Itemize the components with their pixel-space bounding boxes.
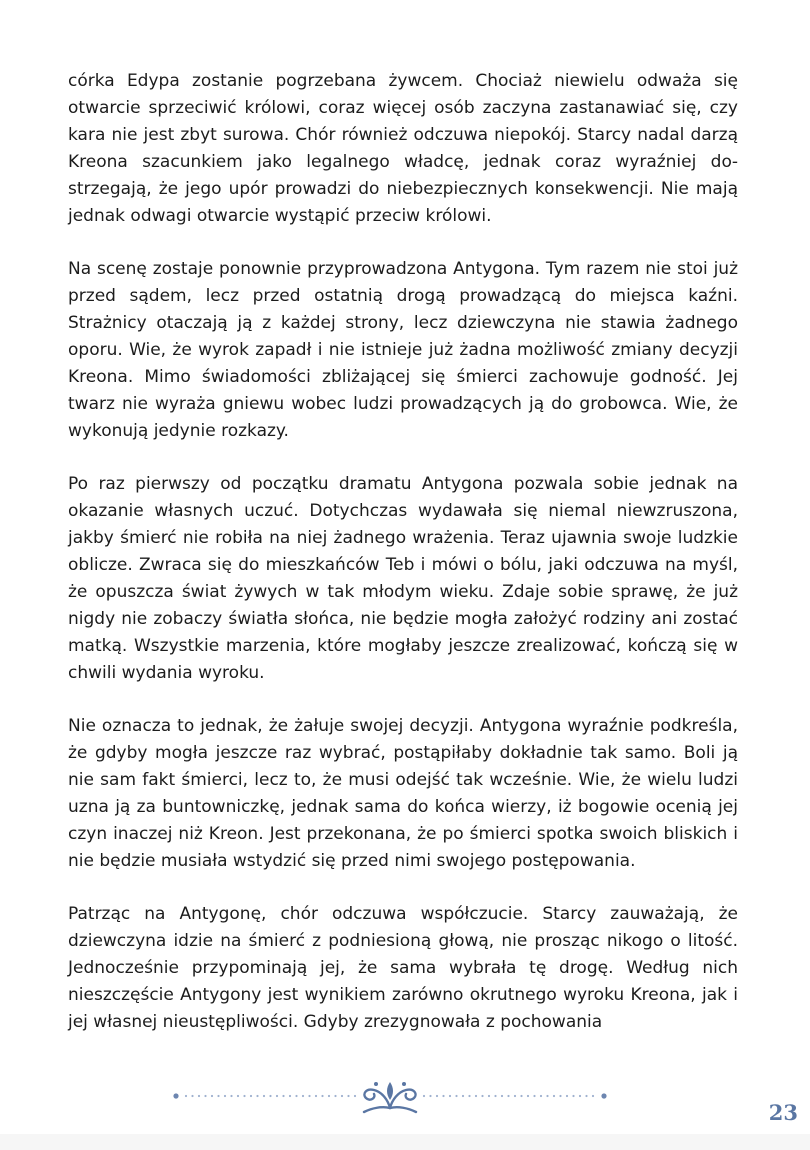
ornament-dot [354,1095,356,1097]
ornament-dot [269,1095,271,1097]
ornament-dot [263,1095,265,1097]
ornament-dot [488,1095,490,1097]
ornament-dot [468,1095,470,1097]
ornament-dot [237,1095,239,1097]
ornament-dot [592,1095,594,1097]
ornament-dot [315,1095,317,1097]
ornament-dot [507,1095,509,1097]
ornament-dot [328,1095,330,1097]
page-number: 23 [768,1100,798,1125]
ornament-dot [198,1095,200,1097]
ornament-dot [533,1095,535,1097]
ornament-dot [295,1095,297,1097]
ornament-dot [501,1095,503,1097]
ornament-dot [321,1095,323,1097]
ornament-dot [243,1095,245,1097]
ornament-dot [289,1095,291,1097]
ornament-dot [481,1095,483,1097]
ornament-dot [553,1095,555,1097]
ornament-dot [250,1095,252,1097]
ornament-dot [494,1095,496,1097]
ornament-dot [449,1095,451,1097]
ornament-dot [436,1095,438,1097]
floral-ornament-icon [160,1078,620,1114]
ornament-dot [559,1095,561,1097]
ornament-dot [347,1095,349,1097]
paragraph-1: córka Edypa zostanie pogrzebana żywcem. Chociaż niewielu odważa się otwarcie sprzeciwić królowi, coraz więcej osób zaczyna zastanawiać się, czy kara nie jest zbyt surowa. Chór również odczuwa niepokój. Starcy nadal darzą Kreona szacunkiem jako legalnego władcę, jednak coraz wyraźniej dostrzegają, że jego upór prowadzi do niebezpiecznych konsekwencji. Nie mają jednak odwagi otwarcie wystąpić przeciw królowi. [68,71,738,226]
ornament-dot [462,1095,464,1097]
ornament-dot [566,1095,568,1097]
ornament-dot [282,1095,284,1097]
ornament-dot [224,1095,226,1097]
ornament-dot [527,1095,529,1097]
ornament-dot [341,1095,343,1097]
paragraph-2: Na scenę zostaje ponownie przyprowadzona Antygona. Tym razem nie stoi już przed sądem, lecz przed ostatnią drogą prowadzącą do miejsca kaźni. Strażnicy otaczają ją z każdej strony, lecz dziewczyna nie stawia żadnego oporu. Wie, że wyrok zapadł i nie istnieje już żadna możliwość zmiany decyzji Kreona. Mimo świadomości zbliżającej się śmierci zachowuje godność. Jej twarz nie wyraża gniewu wobec ludzi prowadzących ją do grobowca. Wie, że wykonują jedynie rozkazy. [68,259,738,441]
page-bottom-edge [0,1134,810,1150]
ornament-dot [429,1095,431,1097]
paragraph-3: Po raz pierwszy od początku dramatu Antygona pozwala sobie jednak na okazanie własnych uczuć. Dotychczas wydawała się niemal niewzruszona, jakby śmierć nie robiła na niej żadnego wrażenia. Teraz ujawnia swoje ludzkie oblicze. Zwraca się do mieszkańców Teb i mówi o bólu, jaki odczuwa na myśl, że opuszcza świat żywych w tak młodym wieku. Zdaje sobie sprawę, że już nigdy nie zobaczy światła słońca, nie będzie mogła założyć rodziny ani zostać matką. Wszystkie marzenia, które mogłaby jeszcze zrealizować, kończą się w chwili wydania wyroku. [68,474,738,683]
ornament-dot [514,1095,516,1097]
ornament-dot [423,1095,425,1097]
ornament-dot [204,1095,206,1097]
ornament-dot [185,1095,187,1097]
paragraph-5: Patrząc na Antygonę, chór odczuwa współczucie. Starcy zauważają, że dziewczyna idzie na śmierć z podniesioną głową, nie prosząc nikogo o litość. Jednocześnie przypominają jej, że sama wybrała tę drogę. Według nich nieszczęście Antygony jest wynikiem zarówno okrutnego wyroku Kreona, jak i jej własnej nieustępliwości. Gdyby zrezygnowała z pochowania [68,904,738,1032]
ornament-dot [334,1095,336,1097]
ornament-dot [276,1095,278,1097]
ornament-dot [585,1095,587,1097]
ornament-dot [475,1095,477,1097]
ornament-dot [302,1095,304,1097]
ornament-dot [442,1095,444,1097]
ornament-dot [256,1095,258,1097]
ornament-dot [520,1095,522,1097]
ornament-dot [540,1095,542,1097]
ornament-dot [191,1095,193,1097]
ornament-dot [308,1095,310,1097]
ornament-dot [579,1095,581,1097]
ornament-dot [455,1095,457,1097]
ornament-dot [572,1095,574,1097]
paragraph-4: Nie oznacza to jednak, że żałuje swojej decyzji. Antygona wyraźnie podkreśla, że gdyby mogła jeszcze raz wybrać, postąpiłaby dokładnie tak samo. Boli ją nie sam fakt śmierci, lecz to, że musi odejść tak wcześnie. Wie, że wielu ludzi uzna ją za buntowniczkę, jednak sama do końca wierzy, iż bogowie ocenią jej czyn inaczej niż Kreon. Jest przekonana, że po śmierci spotka swoich bliskich i nie będzie musiała wstydzić się przed nimi swojego postępowania. [68,716,738,871]
body-text [68,68,738,1062]
ornament-dot [211,1095,213,1097]
ornament-dot [230,1095,232,1097]
ornament-dot [546,1095,548,1097]
ornament-dot [217,1095,219,1097]
